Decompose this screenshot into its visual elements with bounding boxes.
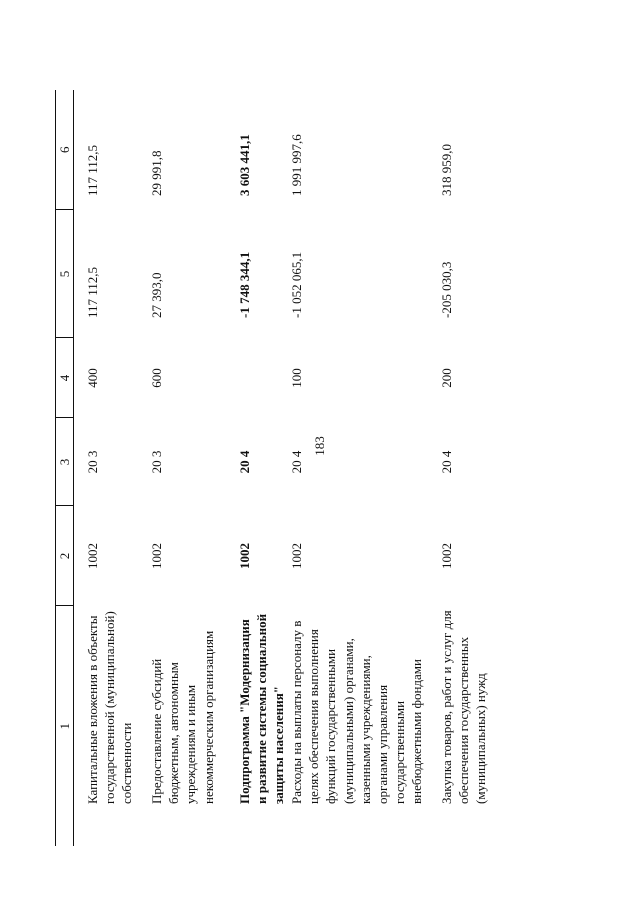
row-name: Закупка товаров, работ и услуг для обеспечения государственных (муниципальных) нужд bbox=[439, 610, 489, 804]
row-total: 1 991 997,6 bbox=[289, 134, 305, 196]
table-body bbox=[74, 90, 499, 846]
row-name: Предоставление субсидий бюджетным, автономным учреждениям и иным некоммерческим организациям bbox=[149, 630, 216, 804]
column-header-4: 4 bbox=[56, 338, 74, 418]
row-total: 3 603 441,1 bbox=[237, 134, 253, 196]
column-header-1: 1 bbox=[56, 606, 74, 846]
page-number: 183 bbox=[311, 436, 327, 456]
row-name: Капитальные вложения в объекты государственной (муниципальной) собственности bbox=[85, 611, 135, 804]
row-name: Расходы на выплаты персоналу в целях обеспечения выполнения функций государственными (муниципальными) органами, казенными учреждениями, органами управления государственными внебюджетными фондами bbox=[289, 620, 425, 804]
table-row bbox=[236, 90, 288, 846]
budget-table bbox=[55, 90, 498, 846]
table-row bbox=[74, 90, 149, 846]
rotated-table-container bbox=[55, 90, 489, 846]
row-change: -205 030,3 bbox=[439, 261, 455, 318]
table-row bbox=[148, 90, 236, 846]
column-header-3: 3 bbox=[56, 418, 74, 506]
table-row bbox=[438, 90, 498, 846]
row-section: 1002 bbox=[439, 543, 455, 569]
row-section: 1002 bbox=[289, 543, 305, 569]
column-header-2: 2 bbox=[56, 506, 74, 606]
row-type: 200 bbox=[439, 368, 455, 388]
column-header-5: 5 bbox=[56, 210, 74, 338]
table-header bbox=[56, 90, 74, 846]
row-section: 1002 bbox=[149, 543, 165, 569]
row-target: 20 3 bbox=[85, 450, 101, 474]
row-section: 1002 bbox=[85, 543, 101, 569]
row-target: 20 4 bbox=[237, 450, 253, 474]
row-change: -1 052 065,1 bbox=[289, 251, 305, 318]
table-viewport bbox=[55, 90, 489, 846]
column-header-6: 6 bbox=[56, 90, 74, 210]
header-row bbox=[56, 90, 74, 846]
row-name: Подпрограмма "Модернизация и развитие системы социальной защиты населения" bbox=[237, 613, 287, 804]
row-type bbox=[236, 338, 288, 418]
row-type: 600 bbox=[149, 368, 165, 388]
row-type: 100 bbox=[289, 368, 305, 388]
row-change: 27 393,0 bbox=[149, 272, 165, 318]
row-target: 20 4 bbox=[439, 450, 455, 474]
table-row bbox=[288, 90, 438, 846]
row-total: 318 959,0 bbox=[439, 144, 455, 196]
row-target: 20 4 bbox=[289, 450, 305, 474]
row-change: -1 748 344,1 bbox=[237, 251, 253, 318]
row-target: 20 3 bbox=[149, 450, 165, 474]
row-total: 117 112,5 bbox=[85, 144, 101, 196]
row-total: 29 991,8 bbox=[149, 150, 165, 196]
row-change: 117 112,5 bbox=[85, 266, 101, 318]
row-section: 1002 bbox=[237, 543, 253, 569]
row-type: 400 bbox=[85, 368, 101, 388]
